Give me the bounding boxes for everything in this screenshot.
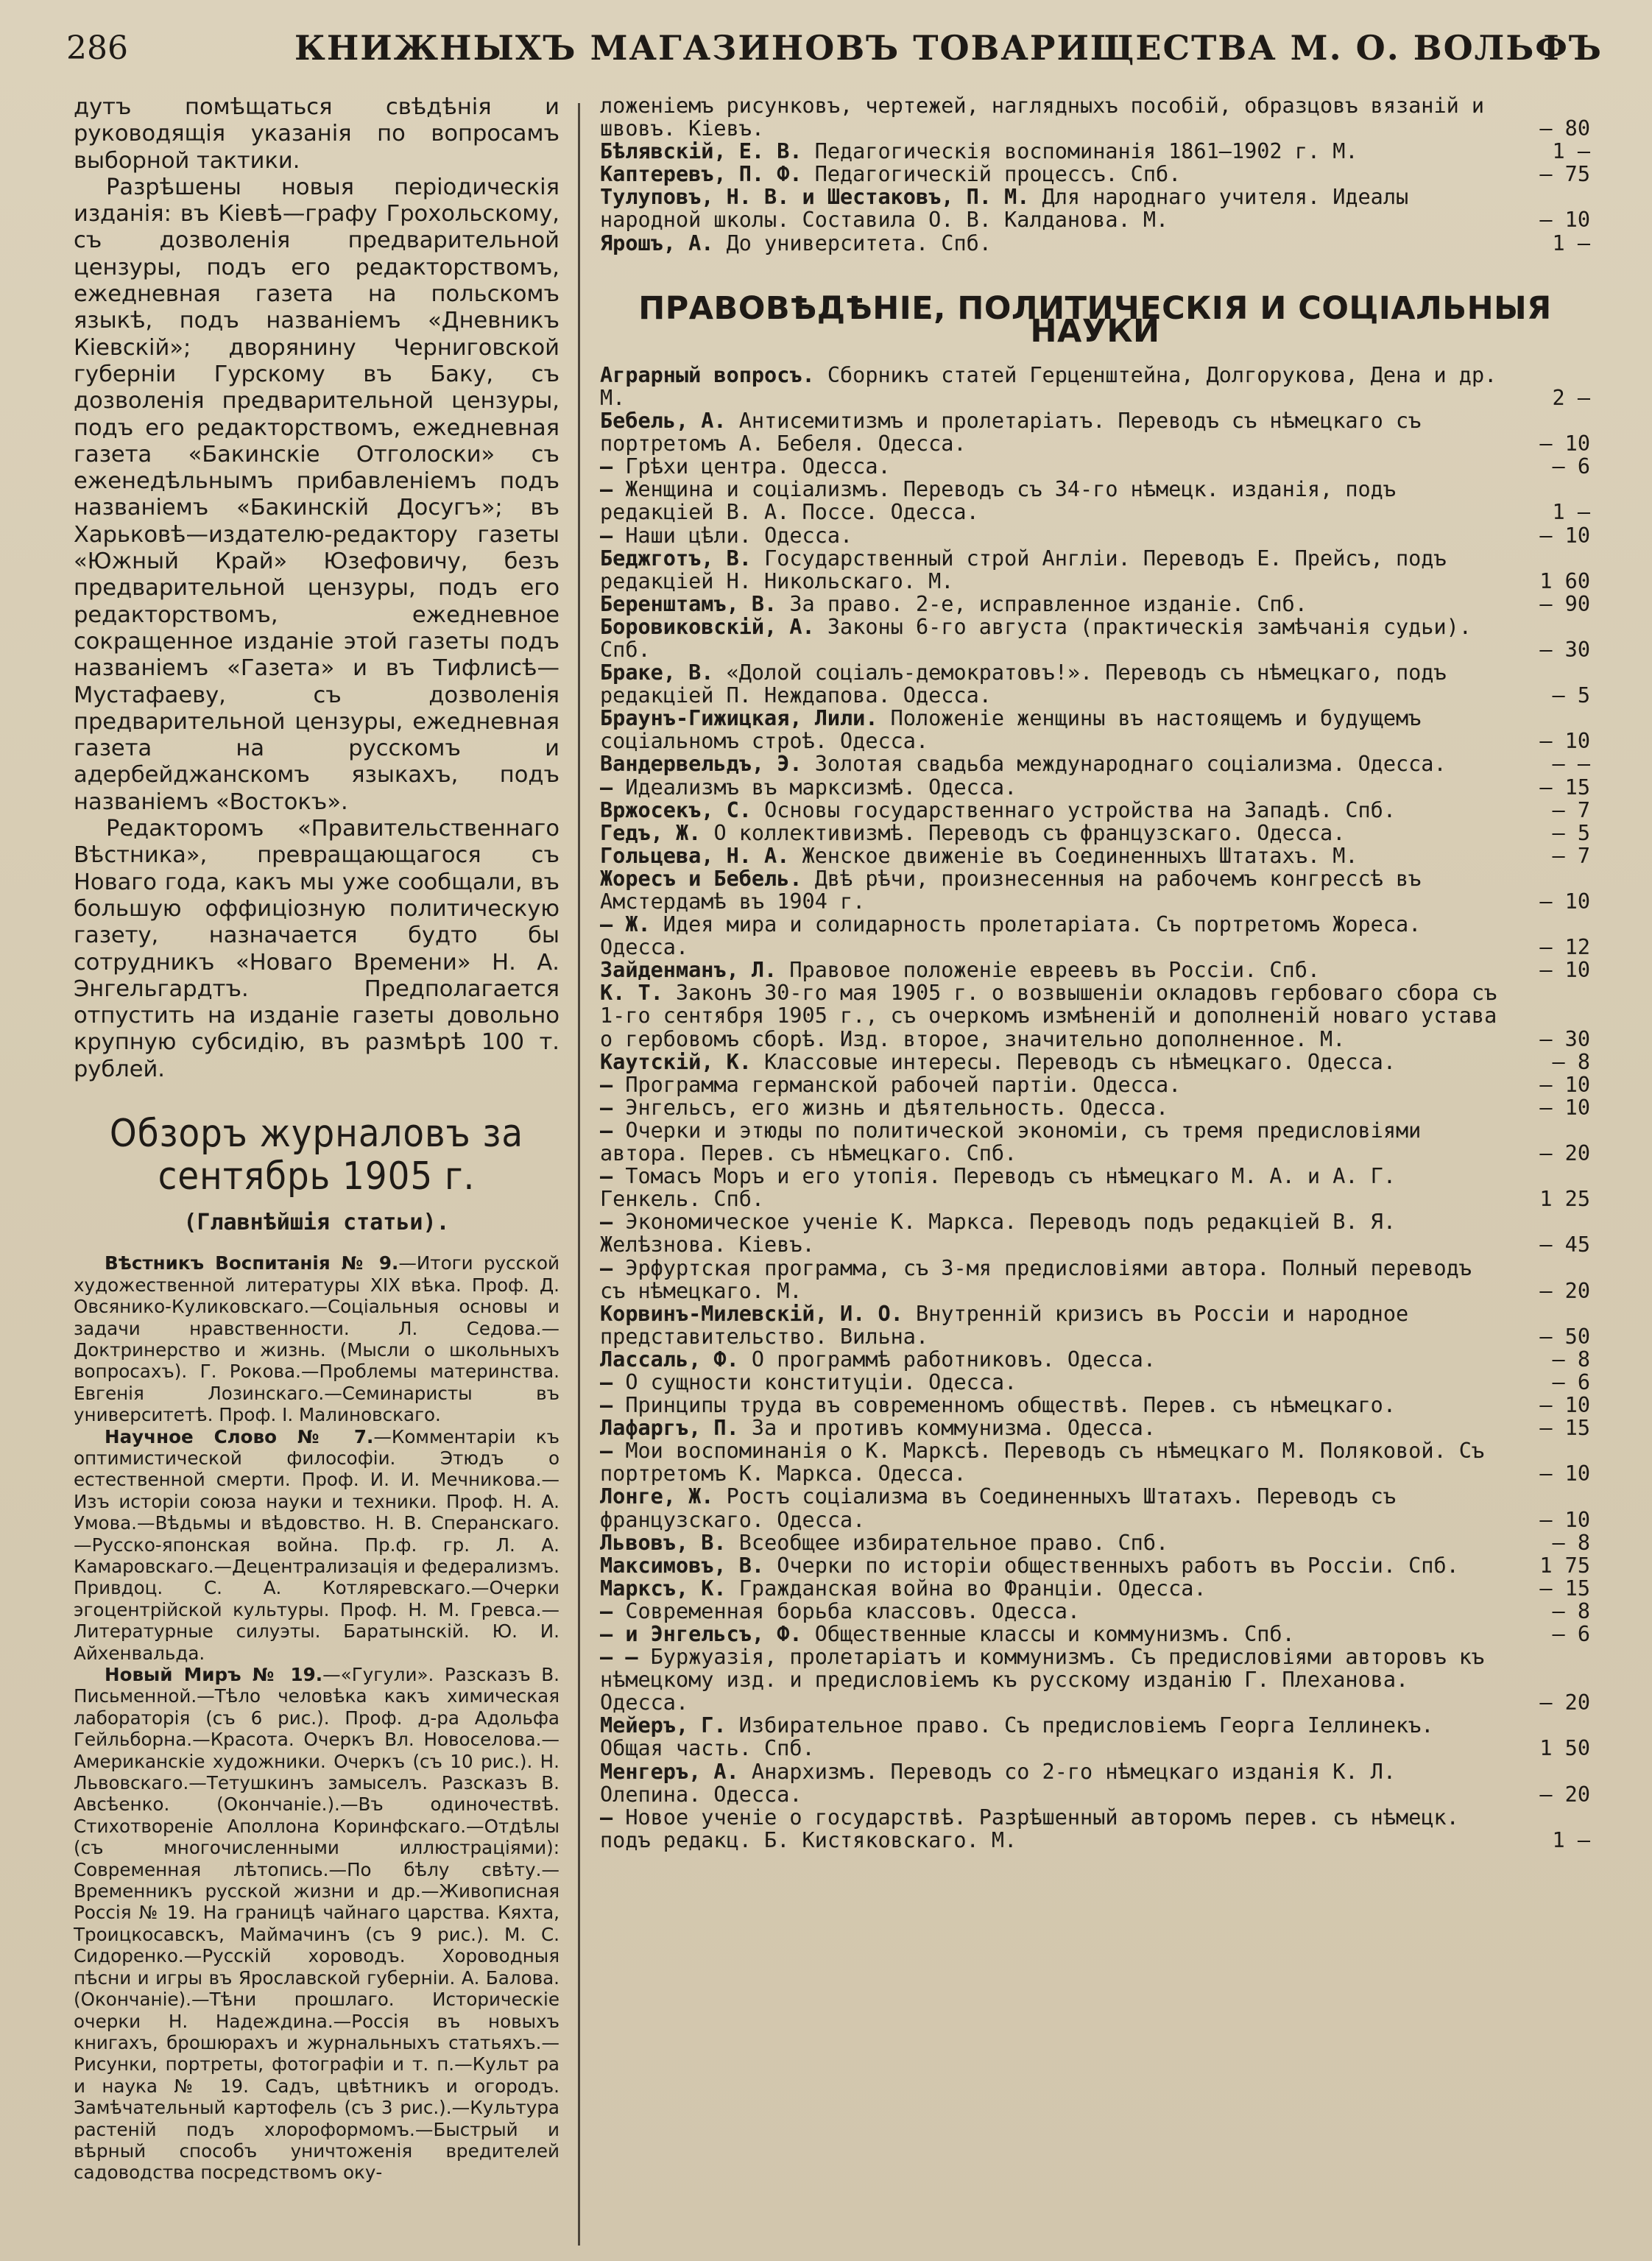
entry-text: [600, 186, 1509, 231]
entry-author: Ярошъ, А.: [600, 230, 714, 255]
entry-text: [600, 799, 1509, 822]
entry-text: [600, 1531, 1509, 1554]
catalog-entry: [600, 707, 1590, 752]
catalog-entry: [600, 1714, 1590, 1760]
entry-title: Законы 6-го августа (практическія замѣчанія судьи). Спб.: [600, 614, 1472, 662]
catalog-entry: [600, 1623, 1590, 1646]
entry-text: [600, 1096, 1509, 1119]
entry-author: Бебель, А.: [600, 409, 727, 434]
entry-author: Гедъ, Ж.: [600, 820, 702, 845]
entry-text: [600, 1806, 1509, 1852]
entry-price: — 12: [1539, 935, 1590, 960]
entry-price: — 20: [1539, 1782, 1590, 1807]
column-divider: [578, 103, 580, 2246]
entry-title: Избирательное право. Съ предисловіемъ Георга Іеллинекъ. Общая часть. Спб.: [600, 1713, 1434, 1761]
left-column: [74, 94, 560, 2184]
entry-title: Женское движеніе въ Соединенныхъ Штатахъ. М.: [789, 843, 1358, 868]
entry-price: — 20: [1539, 1690, 1590, 1715]
entry-title: Всеобщее избирательное право. Спб.: [726, 1530, 1169, 1555]
entry-text: [600, 1073, 1509, 1096]
catalog-entry: [600, 615, 1590, 661]
entry-title: Принципы труда въ современномъ обществѣ. Перев. съ нѣмецкаго.: [613, 1393, 1396, 1418]
entry-title: Эрфуртская программа, съ 3-мя предисловіями автора. Полный переводъ съ нѣмецкаго. М.: [600, 1255, 1472, 1303]
entry-price: — 10: [1539, 523, 1590, 548]
entry-author: Вандервельдъ, Э.: [600, 752, 802, 777]
entry-text: [600, 1371, 1509, 1394]
entry-price: — 20: [1539, 1141, 1590, 1166]
catalog-entry: [600, 1600, 1590, 1623]
catalog-entry: [600, 593, 1590, 615]
entry-text: [600, 1210, 1509, 1256]
entry-price: — 50: [1539, 1324, 1590, 1349]
entry-price: — 20: [1539, 1278, 1590, 1303]
entry-author: Беджготъ, В.: [600, 546, 752, 571]
catalog-entry: [600, 981, 1590, 1050]
entry-author: —: [600, 454, 613, 479]
catalog-entry: [600, 776, 1590, 799]
journal-contents: —«Гугули». Разсказъ В. Письменной.—Тѣло человѣка какъ химическая лабораторія (съ 6 рис.). Проф. д-ра Адольфа Гейльборна.—Красота. Очеркъ Вл. Новоселова.—Американскіе художники. Очеркъ (съ 10 рис.). Н. Львовскаго.—Тетушкинъ замыселъ. Разсказъ В. Авсѣенко. (Окончаніе.).—Въ одиночествѣ. Стихотвореніе Аполлона Коринфскаго.—Отдѣлы (съ многочисленными иллюстраціями): Современная лѣтопись.—По бѣлу свѣту.—Временникъ русской жизни и др.—Живописная Россія № 19. На границѣ чайнаго царства. Кяхта, Троицкосавскъ, Маймачинъ (съ 9 рис.). М. С. Сидоренко.—Русскій хороводъ. Хороводныя пѣсни и игры въ Ярославской губерніи. А. Балова. (Окончаніе).—Тѣни прошлаго. Историческіе очерки Н. Надеждина.—Россія въ новыхъ книгахъ, брошюрахъ и журнальныхъ статьяхъ.—Рисунки, портреты, фотографіи и т. п.—Культ ра и наука № 19. Садъ, цвѣтникъ и огородъ. Замѣчательный картофель (съ 3 рис.).—Культура растеній подъ хлороформомъ.—Быстрый и вѣрный способъ уничтоженія вредителей садоводства посредствомъ оку-: [74, 1664, 560, 2184]
entry-text: [600, 1257, 1509, 1302]
entry-text: [600, 1760, 1509, 1806]
entry-price: — 8: [1552, 1347, 1590, 1372]
journal-name: Вѣстникъ Воспитанія № 9.: [105, 1252, 399, 1274]
entry-title: Идеализмъ въ марксизмѣ. Одесса.: [613, 775, 1017, 800]
entry-text: [600, 364, 1509, 409]
entry-author: Максимовъ, В.: [600, 1553, 765, 1578]
entry-author: Браке, В.: [600, 660, 714, 685]
catalog-list-pedagogy: [600, 94, 1590, 255]
catalog-entry: [600, 1096, 1590, 1119]
entry-price: 1 —: [1552, 139, 1590, 164]
entry-price: — 5: [1552, 820, 1590, 845]
entry-price: — 45: [1539, 1232, 1590, 1258]
entry-price: — 6: [1552, 454, 1590, 479]
catalog-entry: [600, 1439, 1590, 1485]
entry-text: [600, 1417, 1509, 1439]
entry-author: —: [600, 1598, 613, 1623]
entry-text: [600, 1439, 1509, 1485]
catalog-entry: [600, 1073, 1590, 1096]
entry-price: 1 —: [1552, 1827, 1590, 1852]
entry-title: Гражданская война во Франціи. Одесса.: [726, 1576, 1207, 1601]
entry-text: [600, 1051, 1509, 1073]
catalog-entry: [600, 163, 1590, 186]
catalog-entry: [600, 1485, 1590, 1531]
catalog-entry: [600, 1302, 1590, 1348]
entry-text: [600, 1302, 1509, 1348]
entry-text: [600, 959, 1509, 981]
catalog-list-law: [600, 364, 1590, 1852]
entry-text: [600, 1554, 1509, 1577]
entry-text: [600, 1394, 1509, 1417]
catalog-entry: [600, 94, 1590, 140]
entry-title: Золотая свадьба международнаго соціализма. Одесса.: [802, 752, 1447, 777]
entry-price: — 7: [1552, 843, 1590, 868]
entry-title: Женщина и соціализмъ. Переводъ съ 34-го нѣмецк. изданія, подъ редакціей В. А. Поссе. Одесса.: [600, 477, 1396, 525]
entry-text: [600, 776, 1509, 799]
entry-title: Внутренній кризисъ въ Россіи и народное представительство. Вильна.: [600, 1301, 1409, 1349]
entry-price: — 10: [1539, 1072, 1590, 1097]
section-title: ПРАВОВѢДѢНІЕ, ПОЛИТИЧЕСКІЯ И СОЦІАЛЬНЫЯ НАУКИ: [638, 289, 1552, 350]
journal-name: Новый Миръ № 19.: [105, 1664, 323, 1685]
entry-title: За и противъ коммунизма. Одесса.: [738, 1416, 1156, 1441]
entry-title: Основы государственнаго устройства на Западѣ. Спб.: [751, 797, 1396, 822]
entry-price: — 10: [1539, 729, 1590, 754]
entry-price: 2 —: [1552, 385, 1590, 410]
catalog-entry: [600, 1554, 1590, 1577]
catalog-entry: [600, 661, 1590, 707]
entry-author: Аграрный вопросъ.: [600, 362, 815, 387]
catalog-entry: [600, 844, 1590, 867]
entry-price: — 10: [1539, 1507, 1590, 1532]
entry-title: Очерки и этюды по политической экономіи, съ тремя предисловіями автора. Перев. съ нѣмецкаго. Спб.: [600, 1118, 1422, 1166]
catalog-entry: [600, 524, 1590, 547]
entry-price: — 15: [1539, 1576, 1590, 1601]
entry-price: — 8: [1552, 1530, 1590, 1555]
entry-author: К. Т.: [600, 981, 663, 1006]
journal-contents: —Итоги русской художественной литературы XIX вѣка. Проф. Д. Овсянико-Куликовскаго.—Соціальныя основы и задачи нравственности. Л. Седова.—Доктринерство и жизнь. (Мысли о школьныхъ вопросахъ). Г. Рокова.—Проблемы материнства. Евгенія Лозинскаго.—Семинаристы въ университетѣ. Проф. I. Малиновскаго.: [74, 1252, 560, 1426]
journal-item: [74, 1664, 560, 2184]
entry-price: — 80: [1539, 116, 1590, 141]
entry-author: Беренштамъ, В.: [600, 591, 777, 616]
entry-author: Бѣлявскій, Е. В.: [600, 139, 802, 164]
catalog-entry: [600, 913, 1590, 959]
entry-price: — 7: [1552, 797, 1590, 822]
entry-text: [600, 1165, 1509, 1210]
journal-contents: —Комментаріи къ оптимистической философіи. Этюдъ о естественной смерти. Проф. И. И. Мечникова.—Изъ исторіи союза науки и техники. Проф. Н. А. Умова.—Вѣдьмы и вѣдовство. Н. В. Сперанскаго.—Русско-японская война. Пр.ф. гр. Л. А. Камаровскаго.—Децентрализація и федерализмъ. Привдоц. С. А. Котляревскаго.—Очерки эгоцентрійской культуры. Проф. Н. М. Гревса.—Литературные силуэты. Баратынскій. Ю. И. Айхенвальда.: [74, 1425, 560, 1664]
entry-title: О коллективизмѣ. Переводъ съ французскаго. Одесса.: [701, 820, 1346, 845]
entry-author: Менгеръ, А.: [600, 1759, 739, 1784]
entry-author: —: [600, 1095, 613, 1120]
entry-author: Мейеръ, Г.: [600, 1713, 727, 1738]
entry-title: Педагогическій процессъ. Спб.: [802, 162, 1182, 187]
entry-title: За право. 2-е, исправленное изданіе. Спб.: [777, 591, 1307, 616]
entry-title: Государственный строй Англіи. Переводъ Е. Прейсъ, подъ редакціей Н. Никольскаго. М.: [600, 546, 1447, 593]
catalog-entry: [600, 364, 1590, 409]
entry-title: Общественные классы и коммунизмъ. Спб.: [802, 1622, 1295, 1646]
entry-text: [600, 1119, 1509, 1165]
catalog-entry: [600, 1577, 1590, 1600]
entry-text: [600, 232, 1509, 255]
entry-price: — —: [1552, 752, 1590, 777]
catalog-entry: [600, 1210, 1590, 1256]
entry-text: [600, 524, 1509, 547]
entry-price: 1 —: [1552, 230, 1590, 255]
entry-title: Положеніе женщины въ настоящемъ и будущемъ соціальномъ строѣ. Одесса.: [600, 706, 1422, 754]
entry-title: Правовое положеніе евреевъ въ Россіи. Спб.: [777, 958, 1321, 983]
entry-price: — 30: [1539, 1026, 1590, 1051]
entry-author: —: [600, 1255, 613, 1280]
journal-list: [74, 1252, 560, 2183]
entry-title: Для народнаго учителя. Идеалы народной школы. Составила О. В. Калданова. М.: [600, 185, 1409, 233]
catalog-entry: [600, 186, 1590, 231]
entry-price: — 15: [1539, 1416, 1590, 1441]
entry-price: — 10: [1539, 208, 1590, 233]
entry-price: — 10: [1539, 1461, 1590, 1486]
entry-title: Идея мира и солидарность пролетаріата. Съ портретомъ Жореса. Одесса.: [600, 912, 1422, 960]
entry-title: Наши цѣли. Одесса.: [613, 523, 853, 548]
entry-text: [600, 455, 1509, 478]
review-title: Обзоръ журналовъ за сентябрь 1905 г.: [109, 1111, 524, 1199]
entry-author: —: [600, 477, 613, 502]
entry-text: [600, 707, 1509, 752]
entry-price: — 8: [1552, 1598, 1590, 1623]
journal-item: [74, 1426, 560, 1664]
news-paragraph: Редакторомъ «Правительственнаго Вѣстника», превращающагося съ Новаго года, какъ мы уже сообщали, въ большую оффиціозную политическую газету, назначается будто бы сотрудникъ «Новаго Времени» Н. А. Энгельгардтъ. Предполагается отпустить на изданіе газеты довольно крупную субсидію, въ размѣрѣ 100 т. рублей.: [74, 816, 560, 1082]
entry-price: 1 50: [1539, 1736, 1590, 1761]
entry-author: Гольцева, Н. А.: [600, 843, 790, 868]
catalog-entry: [600, 1806, 1590, 1852]
entry-text: [600, 615, 1509, 661]
news-paragraph: Разрѣшены новыя періодическія изданія: въ Кіевѣ—графу Грохольскому, съ дозволенія предварительной цензуры, подъ его редакторствомъ, ежедневная газета на польскомъ языкѣ, подъ названіемъ «Дневникъ Кіевскій»; дворянину Черниговской губерніи Гурскому въ Баку, съ дозволенія предварительной цензуры, подъ его редакторствомъ, ежедневная газета «Бакинскіе Отголоски» съ еженедѣльнымъ прибавленіемъ подъ названіемъ «Бакинскій Досугъ»; въ Харьковѣ—издателю-редактору газеты «Южный Край» Юзефовичу, безъ предварительной цензуры, подъ его редакторствомъ, ежедневное сокращенное изданіе этой газеты подъ названіемъ «Газета» и въ Тифлисѣ—Мустафаеву, съ дозволенія предварительной цензуры, ежедневная газета на русскомъ и адербейджанскомъ языкахъ, подъ названіемъ «Востокъ».: [74, 174, 560, 815]
entry-price: — 15: [1539, 775, 1590, 800]
entry-text: [600, 913, 1509, 959]
entry-price: — 30: [1539, 637, 1590, 662]
page-header: [0, 24, 1652, 75]
entry-title: До университета. Спб.: [713, 230, 992, 255]
entry-price: — 10: [1539, 1393, 1590, 1418]
entry-title: Энгельсъ, его жизнь и дѣятельность. Одесса.: [613, 1095, 1169, 1120]
running-title: КНИЖНЫХЪ МАГАЗИНОВЪ ТОВАРИЩЕСТВА М. О. ВОЛЬФЪ: [294, 28, 1603, 68]
entry-author: Каптеревъ, П. Ф.: [600, 162, 802, 187]
entry-price: 1 60: [1539, 568, 1590, 593]
catalog-entry: [600, 140, 1590, 163]
entry-author: — и Энгельсъ, Ф.: [600, 1622, 802, 1646]
entry-title: Томасъ Моръ и его утопія. Переводъ съ нѣмецкаго М. А. и А. Г. Генкель. Спб.: [600, 1164, 1396, 1212]
entry-title: Двѣ рѣчи, произнесенныя на рабочемъ конгрессѣ въ Амстердамѣ въ 1904 г.: [600, 866, 1422, 914]
entry-author: — Ж.: [600, 912, 651, 937]
entry-text: [600, 752, 1509, 775]
entry-author: Марксъ, К.: [600, 1576, 727, 1601]
entry-author: Лафаргъ, П.: [600, 1416, 739, 1441]
entry-price: — 6: [1552, 1622, 1590, 1646]
catalog-entry: [600, 455, 1590, 478]
entry-title: Экономическое ученіе К. Маркса. Переводъ подъ редакціей В. Я. Желѣзнова. Кіевъ.: [600, 1210, 1396, 1258]
entry-price: — 10: [1539, 958, 1590, 983]
entry-price: 1 25: [1539, 1187, 1590, 1212]
entry-text: [600, 822, 1509, 844]
entry-text: [600, 163, 1509, 186]
entry-price: 1 —: [1552, 500, 1590, 525]
entry-text: [600, 1600, 1509, 1623]
catalog-entry: [600, 547, 1590, 593]
entry-title: Законъ 30-го мая 1905 г. о возвышеніи окладовъ гербоваго сбора съ 1-го сентября 1905 г., съ очеркомъ измѣненій и дополненій новаго устава о гербовомъ сборѣ. Изд. второе, значительно дополненное. М.: [600, 981, 1497, 1051]
entry-author: —: [600, 523, 613, 548]
entry-author: Лонге, Ж.: [600, 1484, 714, 1509]
catalog-entry: [600, 867, 1590, 913]
catalog-entry: [600, 959, 1590, 981]
entry-price: 1 75: [1539, 1553, 1590, 1578]
catalog-entry: [600, 1165, 1590, 1210]
catalog-entry: [600, 1394, 1590, 1417]
catalog-entry: [600, 752, 1590, 775]
entry-price: — 8: [1552, 1049, 1590, 1074]
catalog-entry: [600, 1760, 1590, 1806]
entry-title: «Долой соціалъ-демократовъ!». Переводъ съ нѣмецкаго, подъ редакціей П. Неждапова. Одесса.: [600, 660, 1447, 708]
catalog-entry: [600, 822, 1590, 844]
catalog-entry: [600, 1646, 1590, 1714]
entry-title: Сборникъ статей Герценштейна, Долгорукова, Дена и др. М.: [600, 362, 1497, 410]
catalog-entry: [600, 1531, 1590, 1554]
entry-author: —: [600, 1072, 613, 1097]
entry-author: Корвинъ-Милевскій, И. О.: [600, 1301, 903, 1326]
page-number: 286: [66, 29, 128, 67]
catalog-entry: [600, 1257, 1590, 1302]
entry-text: [600, 409, 1509, 455]
entry-text: [600, 1714, 1509, 1760]
entry-author: —: [600, 1393, 613, 1418]
catalog-entry: [600, 1051, 1590, 1073]
catalog-entry: [600, 232, 1590, 255]
entry-author: Тулуповъ, Н. В. и Шестаковъ, П. М.: [600, 185, 1030, 210]
entry-title: Мои воспоминанія о К. Марксѣ. Переводъ съ нѣмецкаго М. Поляковой. Съ портретомъ К. Маркса. Одесса.: [600, 1439, 1485, 1486]
entry-text: [600, 981, 1509, 1050]
entry-price: — 10: [1539, 889, 1590, 914]
journal-item: [74, 1252, 560, 1425]
catalog-entry: [600, 1348, 1590, 1371]
entry-price: — 75: [1539, 162, 1590, 187]
entry-title: Программа германской рабочей партіи. Одесса.: [613, 1072, 1182, 1097]
catalog-entry: [600, 1371, 1590, 1394]
entry-title: Современная борьба классовъ. Одесса.: [613, 1598, 1081, 1623]
entry-author: — —: [600, 1645, 638, 1670]
entry-text: [600, 661, 1509, 707]
entry-author: Зайденманъ, Л.: [600, 958, 777, 983]
entry-text: [600, 547, 1509, 593]
entry-author: Лассаль, Ф.: [600, 1347, 739, 1372]
entry-title: Антисемитизмъ и пролетаріатъ. Переводъ съ нѣмецкаго съ портретомъ А. Бебеля. Одесса.: [600, 409, 1422, 456]
entry-title: Очерки по исторіи общественныхъ работъ въ Россіи. Спб.: [764, 1553, 1459, 1578]
entry-author: Вржосекъ, С.: [600, 797, 752, 822]
catalog-entry: [600, 1417, 1590, 1439]
entry-author: —: [600, 1210, 613, 1235]
entry-author: Каутскій, К.: [600, 1049, 752, 1074]
entry-author: —: [600, 1369, 613, 1394]
entry-author: Жоресъ и Бебель.: [600, 866, 802, 891]
entry-price: — 5: [1552, 683, 1590, 708]
entry-text: [600, 94, 1509, 140]
catalog-entry: [600, 1119, 1590, 1165]
catalog-entry: [600, 409, 1590, 455]
entry-price: — 6: [1552, 1369, 1590, 1394]
entry-title: Классовые интересы. Переводъ съ нѣмецкаго. Одесса.: [751, 1049, 1396, 1074]
entry-title: ложеніемъ рисунковъ, чертежей, наглядныхъ пособій, образцовъ вязаній и швовъ. Кіевъ.: [600, 94, 1485, 141]
entry-text: [600, 1577, 1509, 1600]
entry-author: —: [600, 775, 613, 800]
entry-author: Боровиковскій, А.: [600, 614, 815, 639]
entry-price: — 10: [1539, 1095, 1590, 1120]
entry-title: Грѣхи центра. Одесса.: [613, 454, 891, 479]
entry-text: [600, 478, 1509, 523]
entry-author: Браунъ-Гижицкая, Лили.: [600, 706, 878, 731]
entry-title: О программѣ работниковъ. Одесса.: [738, 1347, 1156, 1372]
entry-text: [600, 1623, 1509, 1646]
entry-price: — 10: [1539, 431, 1590, 456]
entry-author: Львовъ, В.: [600, 1530, 727, 1555]
entry-text: [600, 1646, 1509, 1714]
entry-title: Новое ученіе о государствѣ. Разрѣшенный авторомъ перев. съ нѣмецк. подъ редакц. Б. Кистяковскаго. М.: [600, 1805, 1459, 1852]
review-subtitle: (Главнѣйшія статьи).: [183, 1209, 450, 1235]
entry-author: —: [600, 1439, 613, 1464]
right-column: [600, 94, 1590, 1852]
entry-title: Педагогическія воспоминанія 1861—1902 г. М.: [802, 139, 1358, 164]
entry-title: О сущности конституціи. Одесса.: [613, 1369, 1017, 1394]
entry-text: [600, 844, 1509, 867]
entry-text: [600, 593, 1509, 615]
entry-author: —: [600, 1164, 613, 1189]
entry-text: [600, 1485, 1509, 1531]
entry-price: — 90: [1539, 591, 1590, 616]
entry-title: Ростъ соціализма въ Соединенныхъ Штатахъ. Переводъ съ французскаго. Одесса.: [600, 1484, 1396, 1532]
entry-text: [600, 867, 1509, 913]
entry-text: [600, 140, 1509, 163]
entry-title: Анархизмъ. Переводъ со 2-го нѣмецкаго изданія К. Л. Олепина. Одесса.: [600, 1759, 1396, 1807]
journal-name: Научное Слово № 7.: [105, 1425, 374, 1447]
news-paragraph: дутъ помѣщаться свѣдѣнія и руководящія указанія по вопросамъ выборной тактики.: [74, 94, 560, 174]
catalog-entry: [600, 478, 1590, 523]
entry-text: [600, 1348, 1509, 1371]
entry-author: —: [600, 1805, 613, 1830]
entry-author: —: [600, 1118, 613, 1143]
catalog-entry: [600, 799, 1590, 822]
entry-title: Буржуазія, пролетаріатъ и коммунизмъ. Съ предисловіями авторовъ къ нѣмецкому изд. и предисловіемъ къ русскому изданію Г. Плеханова. Одесса.: [600, 1645, 1485, 1715]
